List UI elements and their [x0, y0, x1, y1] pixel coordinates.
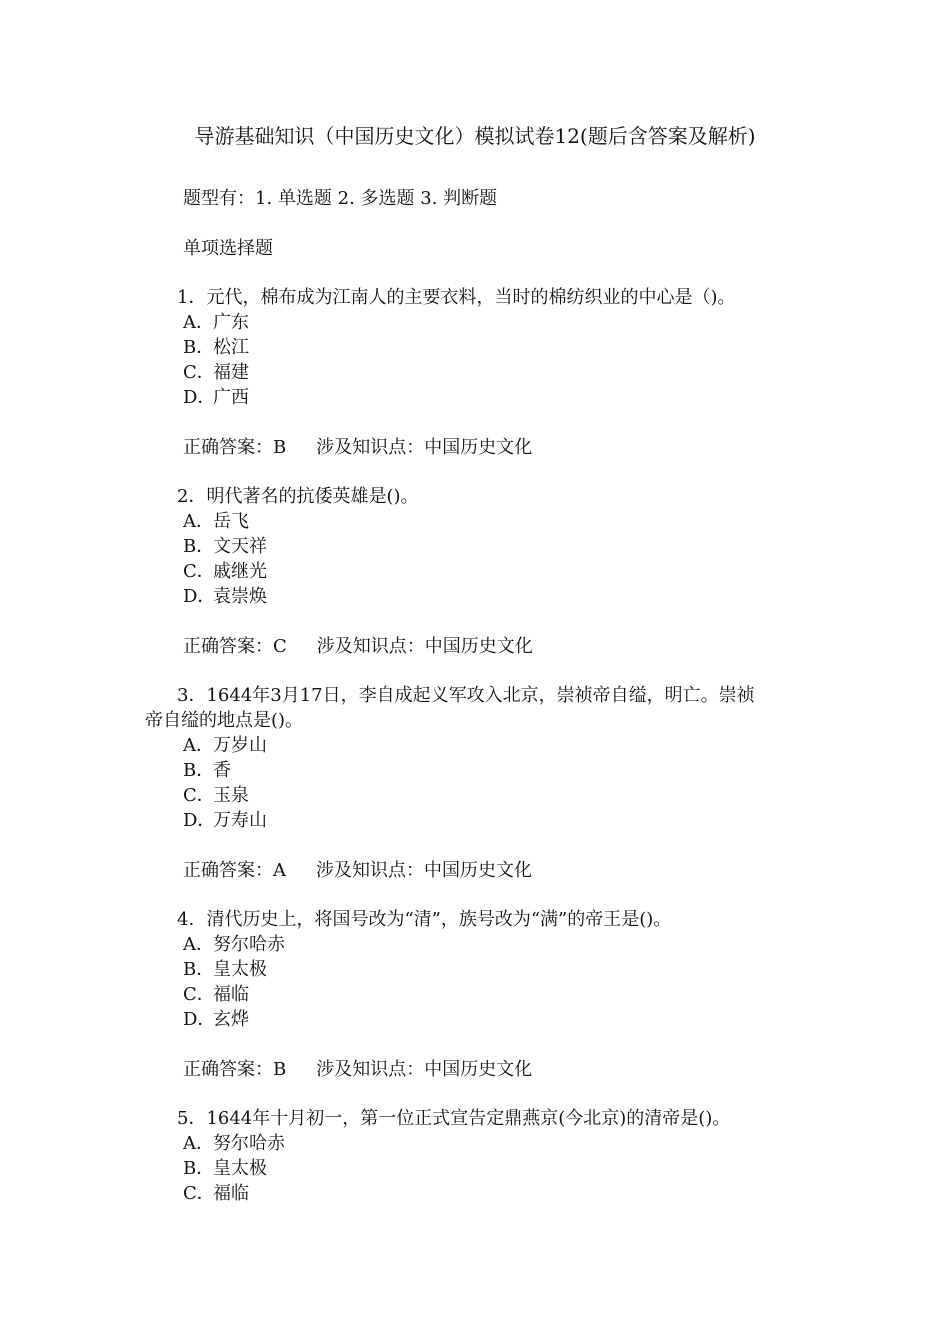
- option-text: 广东: [213, 312, 249, 333]
- knowledge-point-value: 中国历史文化: [424, 437, 533, 458]
- option-letter: C．: [183, 362, 215, 383]
- question-1-stem: 1．元代，棉布成为江南人的主要衣料，当时的棉纺织业的中心是（)。: [177, 287, 736, 308]
- answer-value: B: [273, 437, 287, 458]
- option-letter: D．: [183, 810, 216, 831]
- question-1-option-d: [183, 386, 249, 410]
- question-3-stem-continued: 帝自缢的地点是()。: [145, 710, 304, 731]
- option-letter: B．: [183, 337, 215, 358]
- question-5-option-a: [183, 1132, 285, 1156]
- option-text: 文天祥: [213, 536, 267, 557]
- question-types-line: 题型有：1. 单选题 2. 多选题 3. 判断题: [183, 188, 498, 209]
- question-3-answer-line: [183, 859, 532, 883]
- question-4-option-c: [183, 983, 249, 1007]
- question-2-option-d: [183, 585, 267, 609]
- knowledge-point-value: 中国历史文化: [424, 636, 533, 657]
- option-letter: B．: [183, 1158, 215, 1179]
- option-text: 岳飞: [213, 511, 249, 532]
- option-letter: A．: [183, 312, 214, 333]
- option-text: 戚继光: [213, 561, 267, 582]
- knowledge-point-label: 涉及知识点：: [316, 1059, 425, 1080]
- option-text: 皇太极: [213, 1158, 267, 1179]
- question-2-stem: 2．明代著名的抗倭英雄是()。: [177, 486, 419, 507]
- answer-label: 正确答案：: [183, 860, 273, 881]
- question-3-option-c: [183, 784, 249, 808]
- question-1-option-c: [183, 361, 249, 385]
- answer-label: 正确答案：: [183, 437, 273, 458]
- question-2-answer-line: [183, 635, 533, 659]
- question-3-option-b: [183, 759, 231, 783]
- option-letter: D．: [183, 387, 216, 408]
- option-text: 袁崇焕: [213, 586, 267, 607]
- option-letter: D．: [183, 586, 216, 607]
- option-text: 玄烨: [213, 1009, 249, 1030]
- option-text: 福建: [213, 362, 249, 383]
- question-4-option-a: [183, 933, 285, 957]
- option-letter: C．: [183, 561, 215, 582]
- option-text: 万岁山: [213, 735, 267, 756]
- option-text: 广西: [213, 387, 249, 408]
- question-4-stem: 4．清代历史上，将国号改为“清”，族号改为“满”的帝王是()。: [177, 909, 672, 930]
- option-text: 万寿山: [213, 810, 267, 831]
- knowledge-point-value: 中国历史文化: [424, 860, 532, 881]
- answer-value: C: [273, 636, 287, 657]
- question-4-option-d: [183, 1008, 249, 1032]
- option-text: 皇太极: [213, 959, 267, 980]
- question-5-option-c: [183, 1182, 249, 1206]
- option-letter: A．: [183, 1133, 214, 1154]
- question-1-option-b: [183, 336, 249, 360]
- knowledge-point-label: 涉及知识点：: [316, 437, 425, 458]
- option-letter: B．: [183, 536, 215, 557]
- option-letter: D．: [183, 1009, 216, 1030]
- option-text: 努尔哈赤: [213, 1133, 285, 1154]
- document-title: 导游基础知识（中国历史文化）模拟试卷12(题后含答案及解析): [194, 124, 756, 148]
- question-2-option-c: [183, 560, 267, 584]
- answer-label: 正确答案：: [183, 636, 273, 657]
- question-2-option-a: [183, 510, 249, 534]
- knowledge-point-value: 中国历史文化: [424, 1059, 533, 1080]
- answer-value: A: [273, 860, 286, 881]
- option-text: 福临: [213, 984, 249, 1005]
- question-2-option-b: [183, 535, 267, 559]
- question-4-answer-line: [183, 1058, 532, 1082]
- question-4-option-b: [183, 958, 267, 982]
- question-5-stem: 5．1644年十月初一，第一位正式宣告定鼎燕京(今北京)的清帝是()。: [177, 1108, 731, 1129]
- option-letter: C．: [183, 1183, 215, 1204]
- knowledge-point-label: 涉及知识点：: [316, 860, 424, 881]
- question-3-stem: 3．1644年3月17日，李自成起义军攻入北京，崇祯帝自缢，明亡。崇祯: [177, 685, 755, 706]
- option-text: 福临: [213, 1183, 249, 1204]
- answer-value: B: [273, 1059, 287, 1080]
- option-letter: A．: [183, 934, 214, 955]
- option-text: 香: [213, 760, 231, 781]
- question-1-answer-line: [183, 436, 532, 460]
- option-letter: A．: [183, 735, 214, 756]
- section-heading: 单项选择题: [183, 238, 273, 259]
- question-3-option-d: [183, 809, 267, 833]
- question-1-option-a: [183, 311, 249, 335]
- option-letter: B．: [183, 760, 215, 781]
- option-letter: C．: [183, 785, 215, 806]
- answer-label: 正确答案：: [183, 1059, 273, 1080]
- question-5-option-b: [183, 1157, 267, 1181]
- option-letter: B．: [183, 959, 215, 980]
- knowledge-point-label: 涉及知识点：: [316, 636, 425, 657]
- option-text: 玉泉: [213, 785, 249, 806]
- option-letter: A．: [183, 511, 214, 532]
- option-text: 努尔哈赤: [213, 934, 285, 955]
- option-letter: C．: [183, 984, 215, 1005]
- option-text: 松江: [213, 337, 249, 358]
- question-3-option-a: [183, 734, 267, 758]
